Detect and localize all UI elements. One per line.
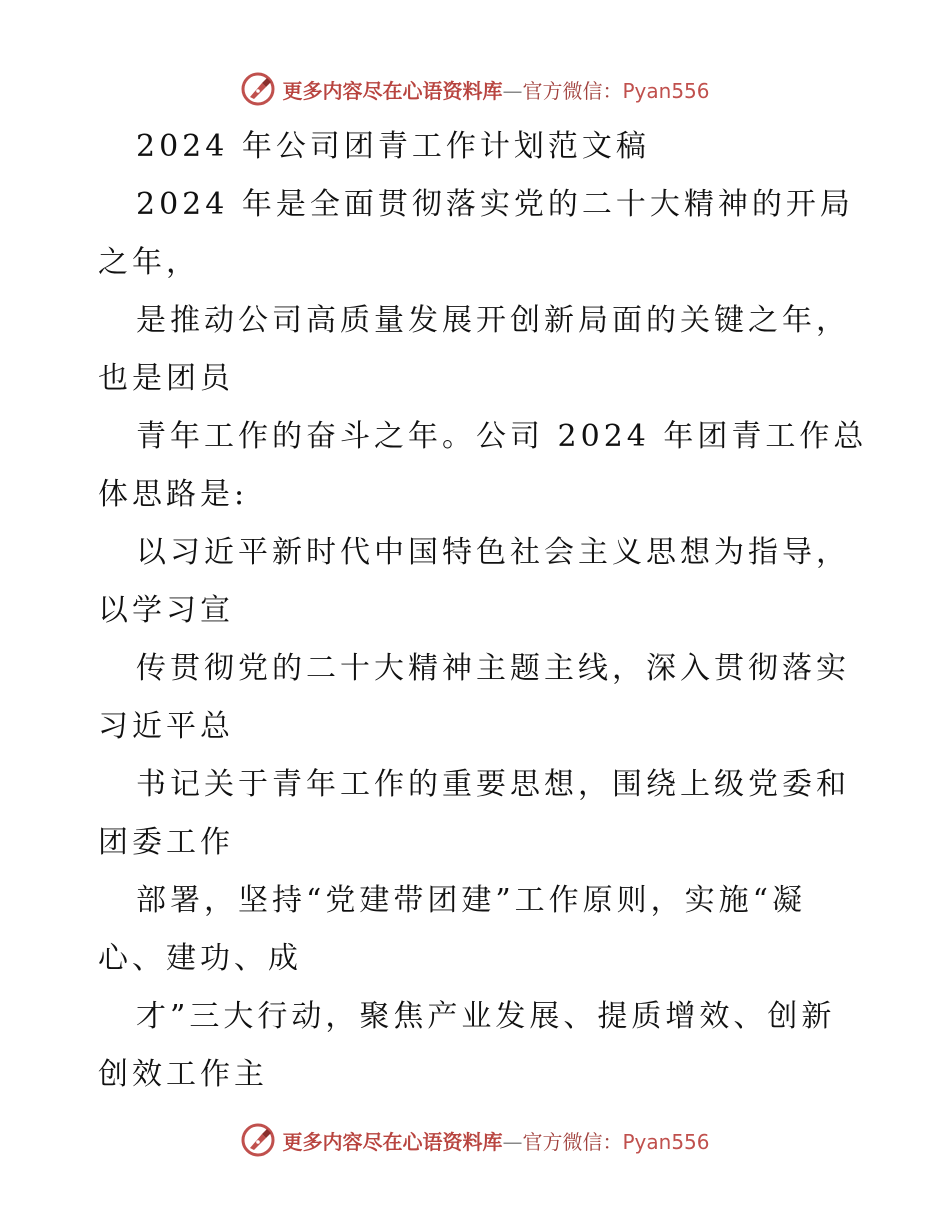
- text-line: 创效工作主: [98, 1057, 268, 1092]
- banner-text: [282, 1126, 709, 1155]
- text-line: 部署，坚持“党建带团建”工作原则，实施“凝: [136, 883, 807, 918]
- pen-nib-logo-icon: [240, 71, 276, 107]
- banner-wechat-id: Pyan556: [622, 78, 710, 103]
- text-line: 传贯彻党的二十大精神主题主线，深入贯彻落实: [136, 651, 850, 686]
- text-line: 团委工作: [98, 825, 234, 860]
- banner-wechat-label: 官方微信：: [522, 1129, 623, 1154]
- text-line: 是推动公司高质量发展开创新局面的关键之年，: [136, 303, 850, 338]
- header-banner: [0, 67, 950, 111]
- text-line: 以习近平新时代中国特色社会主义思想为指导，: [136, 535, 850, 570]
- document-title: 2024 年公司团青工作计划范文稿: [136, 129, 650, 164]
- text-line: 以学习宣: [98, 593, 234, 628]
- banner-dash: —: [502, 1129, 523, 1154]
- footer-banner: [0, 1118, 950, 1162]
- text-line: 也是团员: [98, 361, 234, 396]
- text-line: 才”三大行动，聚焦产业发展、提质增效、创新: [136, 999, 836, 1034]
- banner-text: [282, 75, 709, 104]
- text-line: 2024 年是全面贯彻落实党的二十大精神的开局: [136, 187, 854, 222]
- document-body: [98, 118, 868, 1104]
- banner-dash: —: [502, 78, 523, 103]
- banner-wechat-label: 官方微信：: [522, 78, 623, 103]
- banner-site-name: 更多内容尽在心语资料库: [282, 78, 503, 103]
- text-line: 之年，: [98, 245, 200, 280]
- text-line: 习近平总: [98, 709, 234, 744]
- pen-nib-logo-icon: [240, 1122, 276, 1158]
- banner-wechat-id: Pyan556: [622, 1129, 710, 1154]
- text-line: 体思路是:: [98, 477, 249, 512]
- text-line: 心、建功、成: [98, 941, 302, 976]
- banner-site-name: 更多内容尽在心语资料库: [282, 1129, 503, 1154]
- text-line: 青年工作的奋斗之年。公司 2024 年团青工作总: [136, 419, 868, 454]
- text-line: 书记关于青年工作的重要思想，围绕上级党委和: [136, 767, 850, 802]
